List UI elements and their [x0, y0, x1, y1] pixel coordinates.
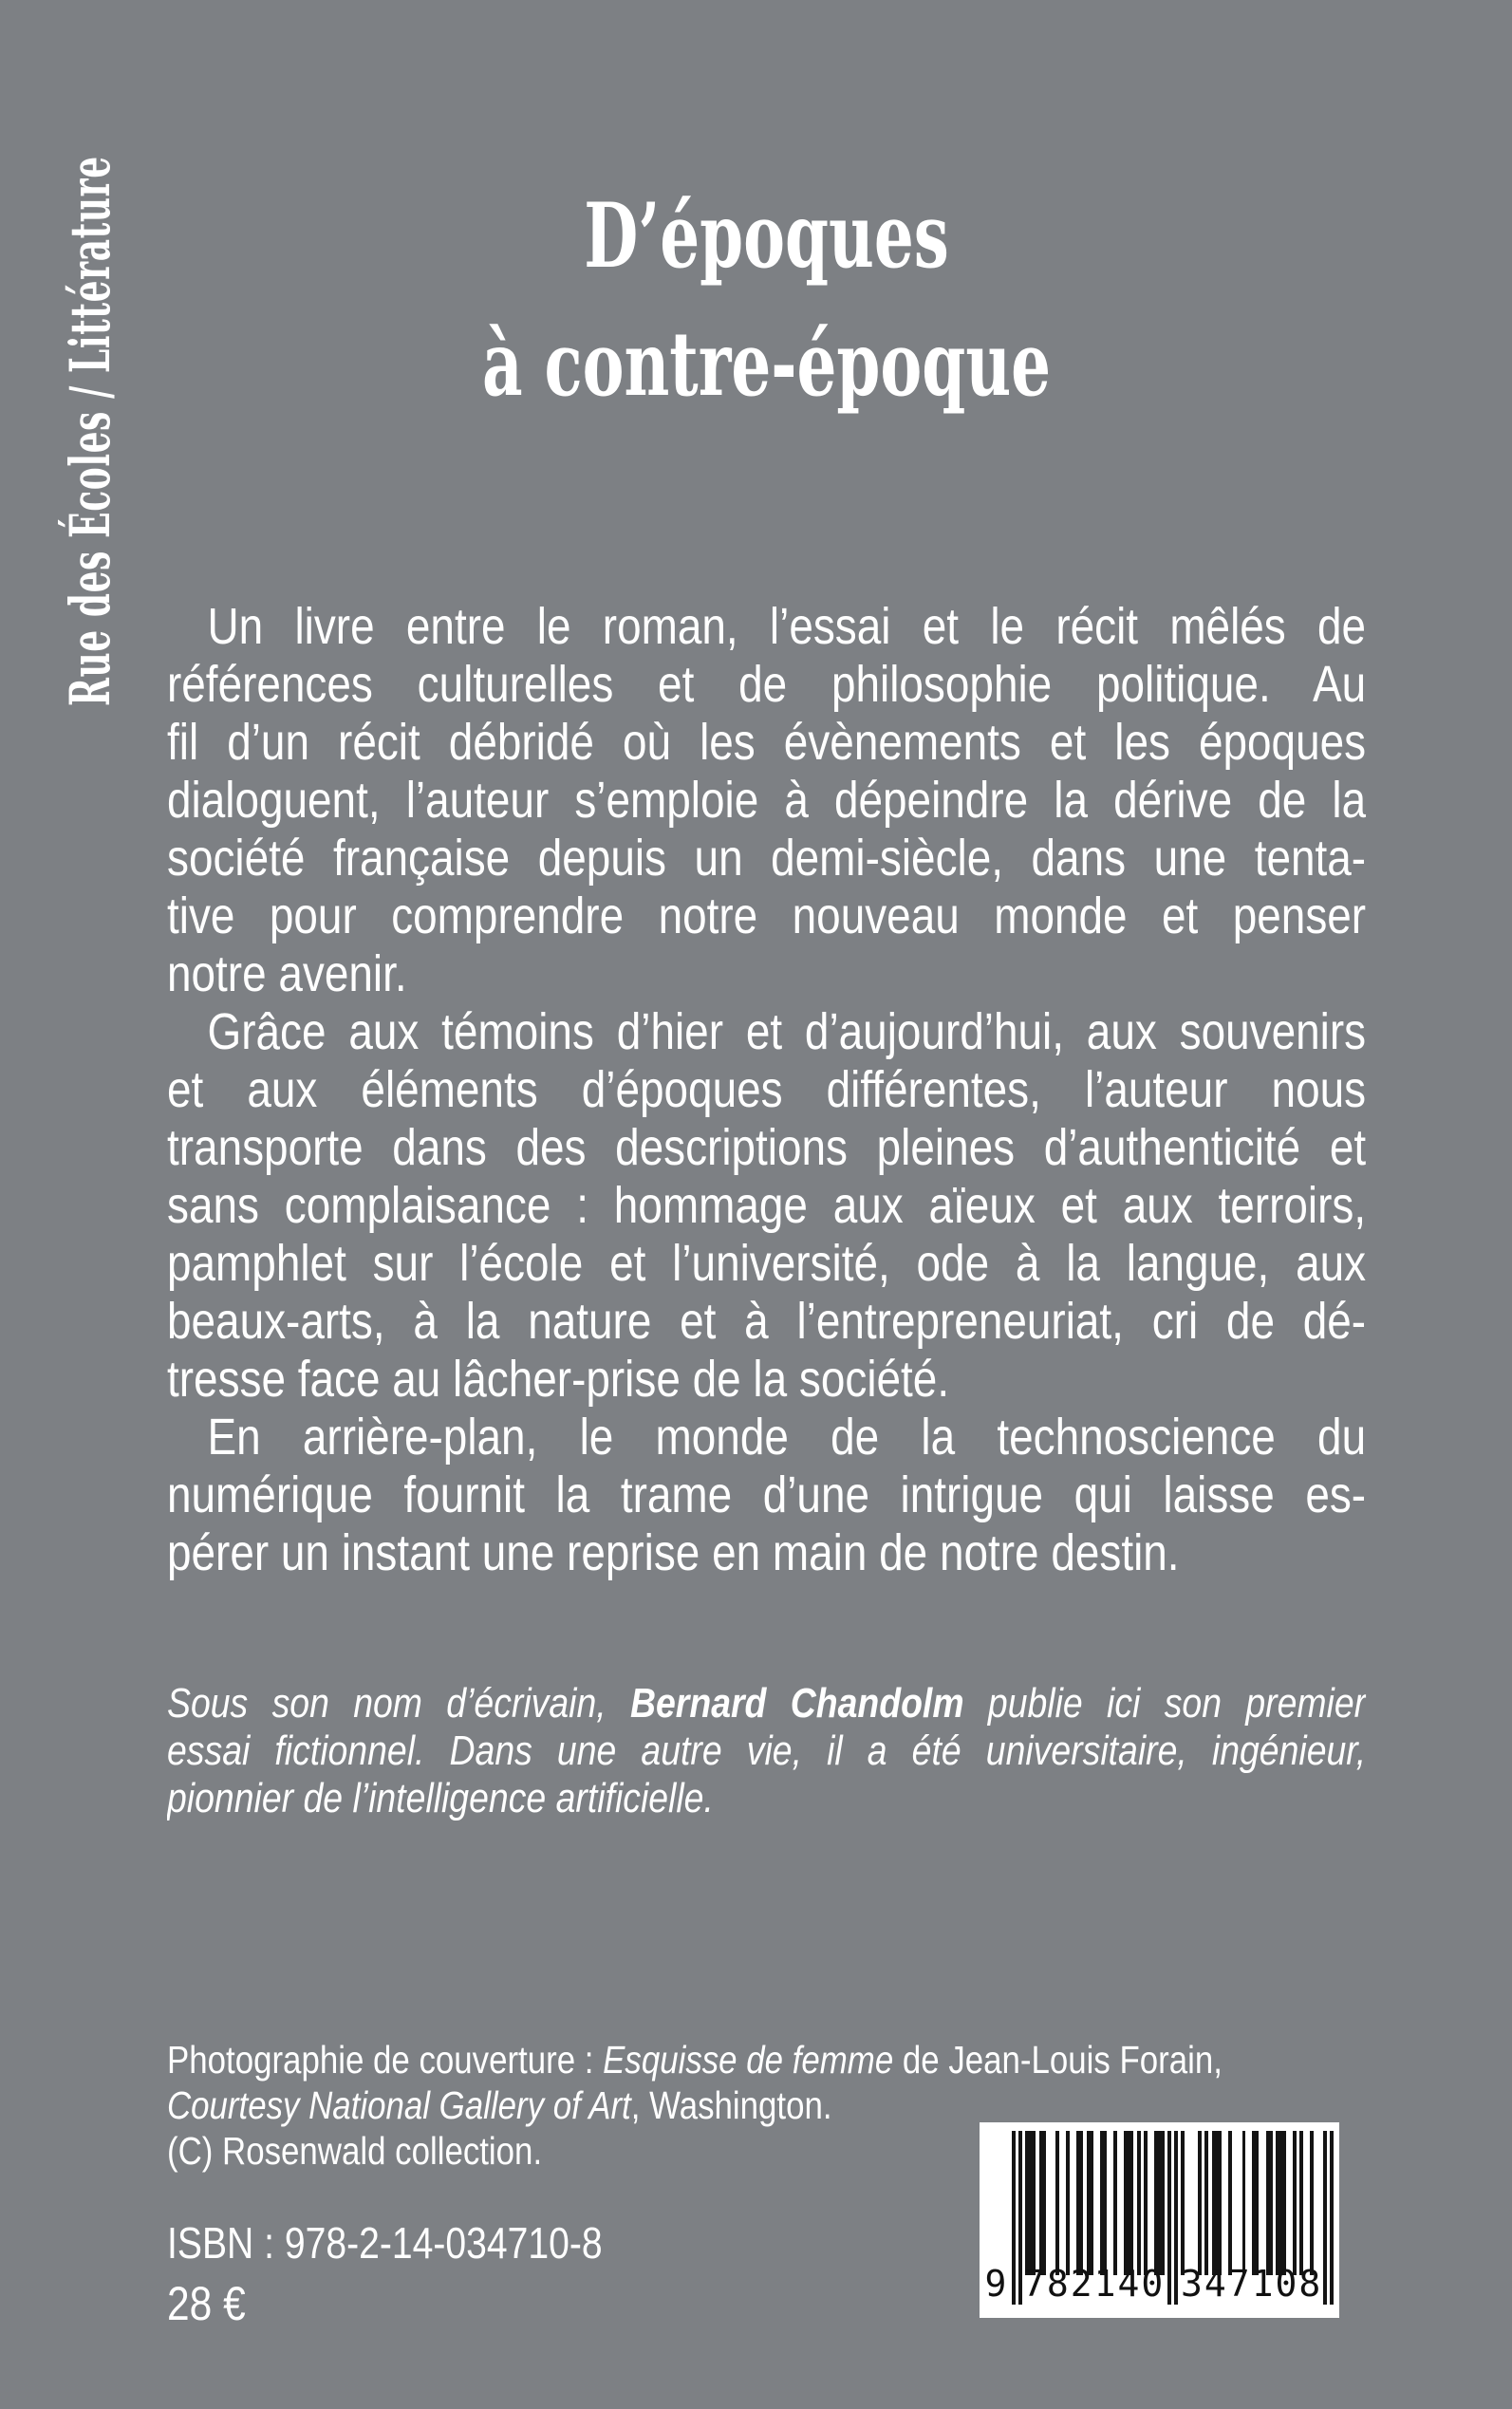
credit-text: Photographie de couverture :: [167, 2038, 604, 2082]
synopsis-line: En arrière-plan, le monde de la technoscience du: [207, 1409, 1367, 1466]
synopsis-line: société française depuis un demi-siècle, dans une tenta-: [167, 830, 1367, 887]
barcode-bar: [1252, 2131, 1259, 2275]
barcode-bar: [1276, 2131, 1286, 2275]
barcode-bar: [1012, 2131, 1016, 2305]
gallery-name: Courtesy National Gallery of Art: [167, 2083, 631, 2127]
author-name: Bernard Chandolm: [629, 1680, 964, 1727]
barcode-bar: [1087, 2131, 1093, 2275]
barcode-bar: [1204, 2131, 1208, 2275]
barcode-digit-group: 347108: [1181, 2263, 1323, 2305]
bio-text: Sous son nom d’écrivain,: [167, 1680, 630, 1727]
synopsis-line: pamphlet sur l’école et l’université, ode à la langue, aux: [167, 1235, 1367, 1292]
barcode-bar: [1228, 2131, 1232, 2275]
barcode-bar: [1198, 2131, 1202, 2275]
synopsis: [167, 598, 1366, 1582]
credit-text: de Jean-Louis Forain,: [893, 2038, 1223, 2082]
synopsis-line: tresse face au lâcher-prise de la société.: [167, 1351, 950, 1408]
credit-text: , Washington.: [630, 2083, 832, 2127]
author-bio: [167, 1680, 1366, 1822]
barcode-bar: [1154, 2131, 1165, 2275]
synopsis-line: numérique fournit la trame d’une intrigue qui laisse es-: [167, 1466, 1367, 1523]
synopsis-line: transporte dans des descriptions pleines d’authenticité et: [167, 1119, 1367, 1176]
barcode-bar: [1144, 2131, 1148, 2275]
barcode-bar: [1174, 2131, 1178, 2305]
synopsis-line: et aux éléments d’époques différentes, l’auteur nous: [167, 1061, 1367, 1118]
synopsis-line: dialoguent, l’auteur s’emploie à dépeindre la dérive de la: [167, 772, 1367, 829]
author-bio-line: essai fictionnel. Dans une autre vie, il a été universitaire, ingénieur,: [167, 1727, 1367, 1774]
collection-spine-label: Rue des Écoles / Littérature: [58, 156, 122, 707]
barcode-bar: [1242, 2131, 1246, 2275]
artwork-title: Esquisse de femme: [603, 2038, 894, 2082]
text-column: [167, 0, 1366, 2409]
barcode-bar: [1299, 2131, 1303, 2275]
barcode-bar: [1181, 2131, 1185, 2275]
barcode-digit-group: 9: [984, 2263, 1007, 2305]
barcode-bar: [1137, 2131, 1141, 2275]
barcode-bar: [1330, 2131, 1334, 2305]
author-bio-line: [167, 1680, 1366, 1727]
barcode-bar: [1212, 2131, 1223, 2275]
book-title-line2: à contre-époque: [481, 312, 1052, 417]
barcode-bar: [1113, 2131, 1117, 2275]
synopsis-line: beaux-arts, à la nature et à l’entrepreneuriat, cri de dé-: [167, 1293, 1367, 1350]
credit-line: (C) Rosenwald collection.: [167, 2129, 543, 2173]
barcode-bar: [1293, 2131, 1297, 2275]
barcode-bar: [1266, 2131, 1273, 2275]
barcode-bar: [1124, 2131, 1134, 2275]
barcode-bar: [1039, 2131, 1046, 2275]
barcode-bar: [1167, 2131, 1171, 2305]
barcode-bar: [1100, 2131, 1107, 2275]
price: 28 €: [167, 2277, 246, 2330]
synopsis-line: références culturelles et de philosophie politique. Au: [167, 656, 1367, 713]
book-title-line1: D’époques: [584, 184, 949, 289]
barcode-bar: [1310, 2131, 1314, 2275]
synopsis-line: tive pour comprendre notre nouveau monde et penser: [167, 887, 1367, 944]
synopsis-line: Grâce aux témoins d’hier et d’aujourd’hui, aux souvenirs: [207, 1003, 1367, 1060]
barcode-bar: [1066, 2131, 1070, 2275]
barcode-bar: [1323, 2131, 1327, 2305]
credit-line: [167, 2037, 1366, 2082]
synopsis-line: Un livre entre le roman, l’essai et le récit mêlés de: [207, 598, 1367, 655]
barcode-bar: [1025, 2131, 1036, 2275]
barcode-digit-group: 782140: [1023, 2263, 1166, 2305]
synopsis-line: sans complaisance : hommage aux aïeux et aux terroirs,: [167, 1177, 1367, 1234]
barcode: [980, 2122, 1339, 2318]
barcode-bar: [1076, 2131, 1083, 2275]
synopsis-line: notre avenir.: [167, 945, 407, 1002]
barcode-bar: [1018, 2131, 1022, 2305]
synopsis-line: fil d’un récit débridé où les évènements et les époques: [167, 714, 1367, 771]
barcode-bar: [1055, 2131, 1059, 2275]
isbn-number: ISBN : 978-2-14-034710-8: [167, 2218, 603, 2268]
credit-line: [167, 2082, 1366, 2128]
bio-text: publie ici son premier: [963, 1680, 1367, 1727]
synopsis-line: pérer un instant une reprise en main de notre destin.: [167, 1524, 1180, 1581]
author-bio-line: pionnier de l’intelligence artificielle.: [167, 1775, 714, 1821]
